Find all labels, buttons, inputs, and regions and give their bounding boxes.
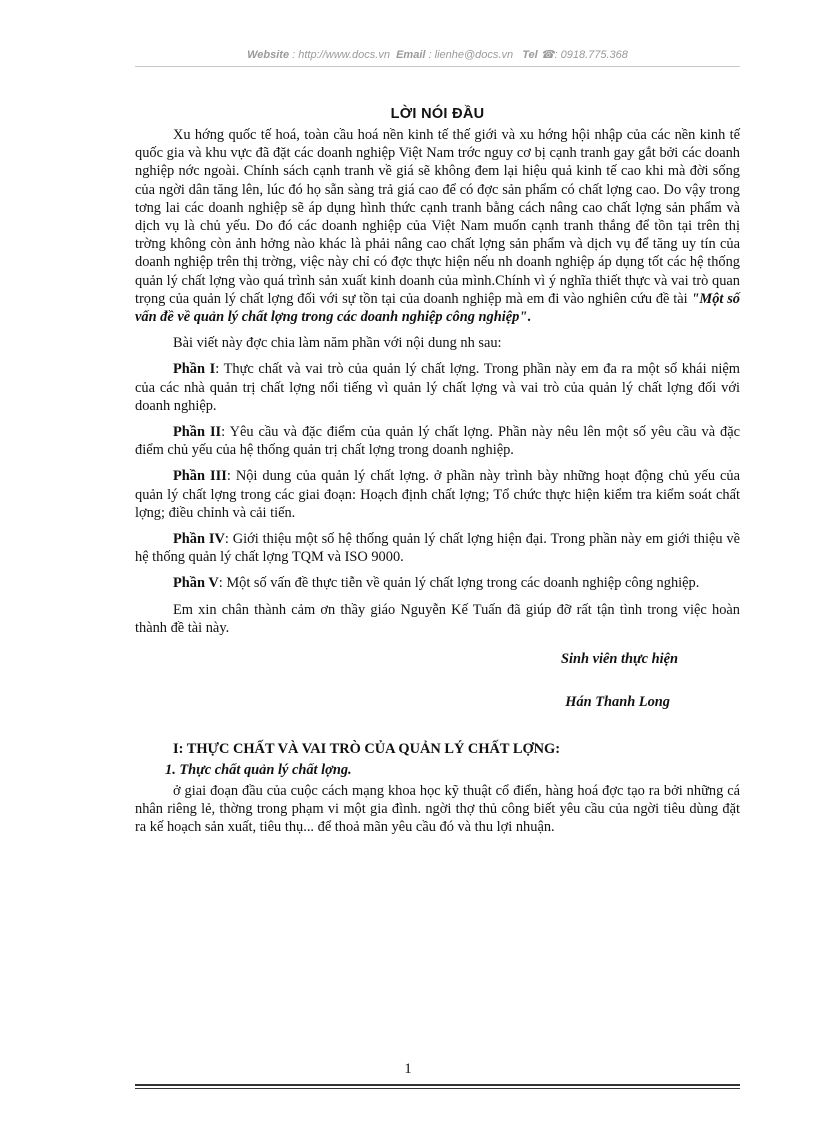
part-4 (135, 530, 740, 566)
part-2 (135, 423, 740, 459)
page-header (135, 48, 740, 61)
part-4-text: : Giới thiệu một số hệ thống quản lý chất lợng hiện đại. Trong phần này em giới thiệu về hệ thống quản lý chất lợng TQM và ISO 9000. (135, 531, 740, 566)
phone-icon: ☎: (537, 49, 561, 61)
intro-body: Xu hớng quốc tế hoá, toàn cầu hoá nền kinh tế thế giới và xu hớng hội nhập của các nền kinh tế quốc gia và khu vực đã đặt các doanh nghiệp Việt Nam trớc nguy cơ bị cạnh tranh gay gắt bởi các doanh nghiệp nớc ngoài. Chính sách cạnh tranh về giá sẽ không đem lại hiệu quả kinh tế cao khi mà đời sống của ngời dân tăng lên, lúc đó họ sẵn sàng trả giá cao để có đợc sản phẩm có chất lợng cao. Do vậy trong tơng lai các doanh nghiệp sẽ áp dụng hình thức cạnh tranh bằng cách nâng cao chất lợng sản phẩm và dịch vụ là chủ yếu. Do đó các doanh nghiệp của Việt Nam muốn cạnh tranh thắng để tồn tại trên thị trờng không còn ảnh hởng nào khác là phải nâng cao chất lợng sản phẩm và dịch vụ để tăng uy tín của doanh nghiệp trên thị trờng, việc này chỉ có đợc thực hiện nếu nh doanh nghiệp áp dụng tốt các hệ thống quản lý chất lợng vào quá trình sản xuất kinh doanh của mình.Chính vì ý nghĩa thiết thực và vai trò quan trọng của quản lý chất lợng đối với sự tồn tại của doanh nghiệp mà em đi vào nghiên cứu đề tài (135, 127, 740, 307)
part-3-text: : Nội dung của quản lý chất lợng. ở phần này trình bày những hoạt động chủ yếu của quản lý chất lợng trong các giai đoạn: Hoạch định chất lợng; Tổ chức thực hiện kiểm tra kiểm soát chất lợng; điều chỉnh và cải tiến. (135, 468, 740, 521)
section-heading: I: THỰC CHẤT VÀ VAI TRÒ CỦA QUẢN LÝ CHẤT LỢNG: (173, 741, 561, 758)
part-1 (135, 360, 740, 415)
part-4-label: Phần IV (173, 531, 225, 548)
header-divider (135, 66, 740, 67)
section-subheading: 1. Thực chất quản lý chất lợng. (165, 762, 352, 779)
part-5-label: Phần V (173, 575, 219, 592)
email-label: Email (396, 49, 426, 61)
signature-role: Sinh viên thực hiện (561, 651, 678, 668)
part-3 (135, 467, 740, 522)
website-sep: : (289, 49, 299, 61)
tel-value: 0918.775.368 (560, 49, 628, 61)
website-label: Website (247, 49, 290, 61)
structure-intro: Bài viết này đợc chia làm năm phần với nội dung nh sau: (173, 335, 502, 352)
part-2-label: Phần II (173, 424, 222, 441)
page-number: 1 (404, 1061, 412, 1077)
tel-label: Tel (522, 49, 538, 61)
section-body: ở giai đoạn đầu của cuộc cách mạng khoa học kỹ thuật cổ điển, hàng hoá đợc tạo ra bởi những cá nhân riêng lẻ, thờng trong phạm vi một gia đình. ngời thợ thủ công biết yêu cầu của ngời tiêu dùng đặt ra kế hoạch sản xuất, tiêu thụ... để thoả mãn yêu cầu đó và thu lợi nhuận. (135, 783, 740, 836)
part-5 (135, 574, 740, 592)
email-sep: : (425, 49, 435, 61)
part-5-text: : Một số vấn đề thực tiễn về quản lý chất lợng trong các doanh nghiệp công nghiệp. (218, 575, 700, 592)
part-1-text: : Thực chất và vai trò của quản lý chất lợng. Trong phần này em đa ra một số khái niệm của các nhà quản trị chất lợng nổi tiếng vì quản lý chất lợng và vai trò của quản lý chất lợng đối với doanh nghiệp. (135, 361, 740, 414)
page-title: LỜI NÓI ĐẦU (390, 106, 485, 122)
intro-topic: "Một số vấn đề về quản lý chất lợng trong các doanh nghiệp công nghiệp" (135, 290, 740, 326)
part-2-text: : Yêu cầu và đặc điểm của quản lý chất lợng. Phần này nêu lên một số yêu cầu và đặc điểm chủ yếu của hệ thống quản trị chất lợng trong doanh nghiệp. (135, 424, 740, 459)
thanks-paragraph: Em xin chân thành cảm ơn thầy giáo Nguyễn Kế Tuấn đã giúp đỡ rất tận tình trong việc hoàn thành đề tài này. (135, 601, 740, 636)
intro-paragraph (135, 126, 740, 326)
footer-divider-thin (135, 1088, 740, 1089)
page-content (135, 106, 740, 837)
intro-end: . (527, 309, 531, 326)
email-value: lienhe@docs.vn (434, 49, 514, 61)
signature-name: Hán Thanh Long (565, 694, 670, 711)
website-value: http://www.docs.vn (298, 49, 390, 61)
part-1-label: Phần I (173, 361, 216, 378)
part-3-label: Phần III (173, 468, 227, 485)
footer-divider (135, 1084, 740, 1086)
